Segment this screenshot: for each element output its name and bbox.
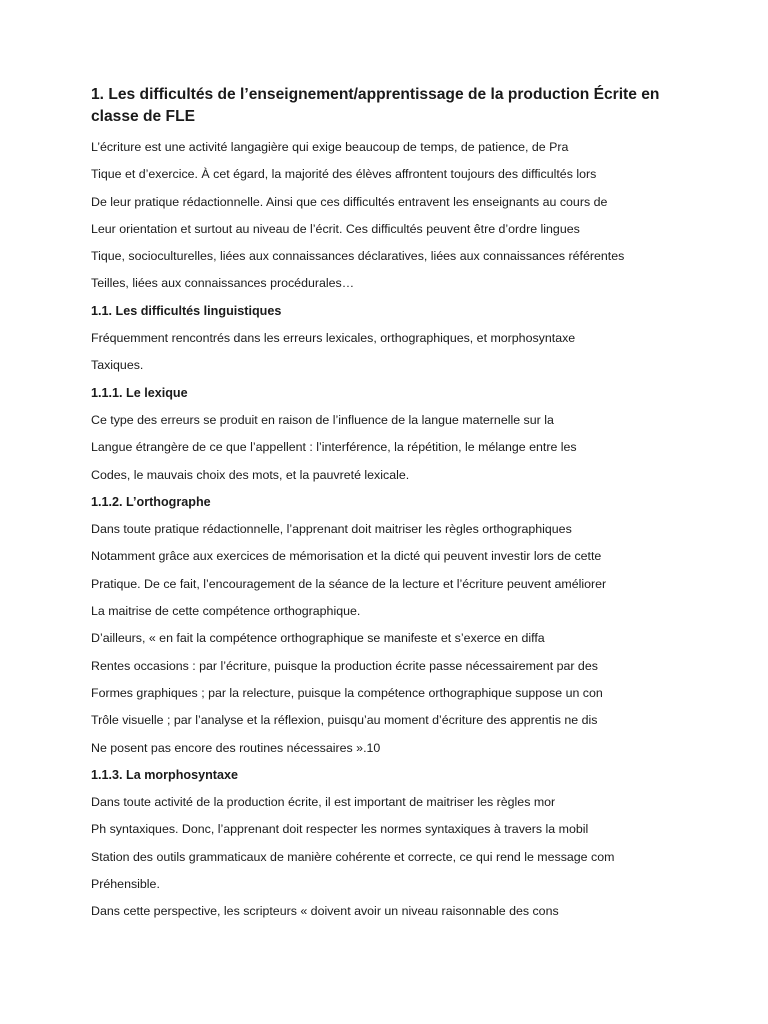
document-title: 1. Les difficultés de l’enseignement/apprentissage de la production Écrite en classe de FLE xyxy=(91,86,660,125)
paragraph-line: Ne posent pas encore des routines nécessaires ».10 xyxy=(91,740,381,755)
paragraph-line: Formes graphiques ; par la relecture, puisque la compétence orthographique suppose un con xyxy=(91,685,603,700)
paragraph-line: De leur pratique rédactionnelle. Ainsi que ces difficultés entravent les enseignants au cours de xyxy=(91,194,608,209)
paragraph-line: Rentes occasions : par l’écriture, puisque la production écrite passe nécessairement par des xyxy=(91,658,598,673)
paragraph-line: Pratique. De ce fait, l’encouragement de la séance de la lecture et l’écriture peuvent améliorer xyxy=(91,576,607,591)
paragraph-line: Codes, le mauvais choix des mots, et la pauvreté lexicale. xyxy=(91,467,410,482)
paragraph-line: Tique, socioculturelles, liées aux connaissances déclaratives, liées aux connaissances référentes xyxy=(91,249,625,264)
paragraph-line: Taxiques. xyxy=(91,358,144,373)
paragraph-line: Dans toute activité de la production écrite, il est important de maitriser les règles mor xyxy=(91,795,556,810)
section-heading: 1.1.3. La morphosyntaxe xyxy=(91,767,238,782)
paragraph-line: Dans toute pratique rédactionnelle, l’apprenant doit maitriser les règles orthographiques xyxy=(91,522,572,537)
section-heading: 1.1. Les difficultés linguistiques xyxy=(91,303,282,318)
document-page xyxy=(91,84,701,926)
paragraph-line: Trôle visuelle ; par l’analyse et la réflexion, puisqu’au moment d’écriture des apprentis ne dis xyxy=(91,713,598,728)
paragraph-line: Ce type des erreurs se produit en raison de l’influence de la langue maternelle sur la xyxy=(91,412,554,427)
paragraph-line: Station des outils grammaticaux de manière cohérente et correcte, ce qui rend le message com xyxy=(91,849,615,864)
paragraph-line: La maitrise de cette compétence orthographique. xyxy=(91,604,361,619)
paragraph-line: Préhensible. xyxy=(91,877,160,892)
paragraph-line: Tique et d’exercice. À cet égard, la majorité des élèves affrontent toujours des difficultés lors xyxy=(91,167,597,182)
section-heading: 1.1.1. Le lexique xyxy=(91,385,188,400)
paragraph-line: Langue étrangère de ce que l’appellent : l’interférence, la répétition, le mélange entre les xyxy=(91,440,577,455)
paragraph-line: Ph syntaxiques. Donc, l’apprenant doit respecter les normes syntaxiques à travers la mobil xyxy=(91,822,589,837)
paragraph-line: D’ailleurs, « en fait la compétence orthographique se manifeste et s’exerce en diffa xyxy=(91,631,545,646)
paragraph-line: Teilles, liées aux connaissances procédurales… xyxy=(91,276,355,291)
paragraph-line: L’écriture est une activité langagière qui exige beaucoup de temps, de patience, de Pra xyxy=(91,140,569,154)
paragraph-line: Leur orientation et surtout au niveau de l’écrit. Ces difficultés peuvent être d’ordre lingues xyxy=(91,221,580,236)
paragraph-line: Dans cette perspective, les scripteurs « doivent avoir un niveau raisonnable des cons xyxy=(91,904,559,919)
paragraph-line: Notamment grâce aux exercices de mémorisation et la dicté qui peuvent investir lors de cette xyxy=(91,549,602,564)
paragraph-line: Fréquemment rencontrés dans les erreurs lexicales, orthographiques, et morphosyntaxe xyxy=(91,331,576,346)
section-heading: 1.1.2. L’orthographe xyxy=(91,494,211,509)
document-body xyxy=(91,134,701,926)
